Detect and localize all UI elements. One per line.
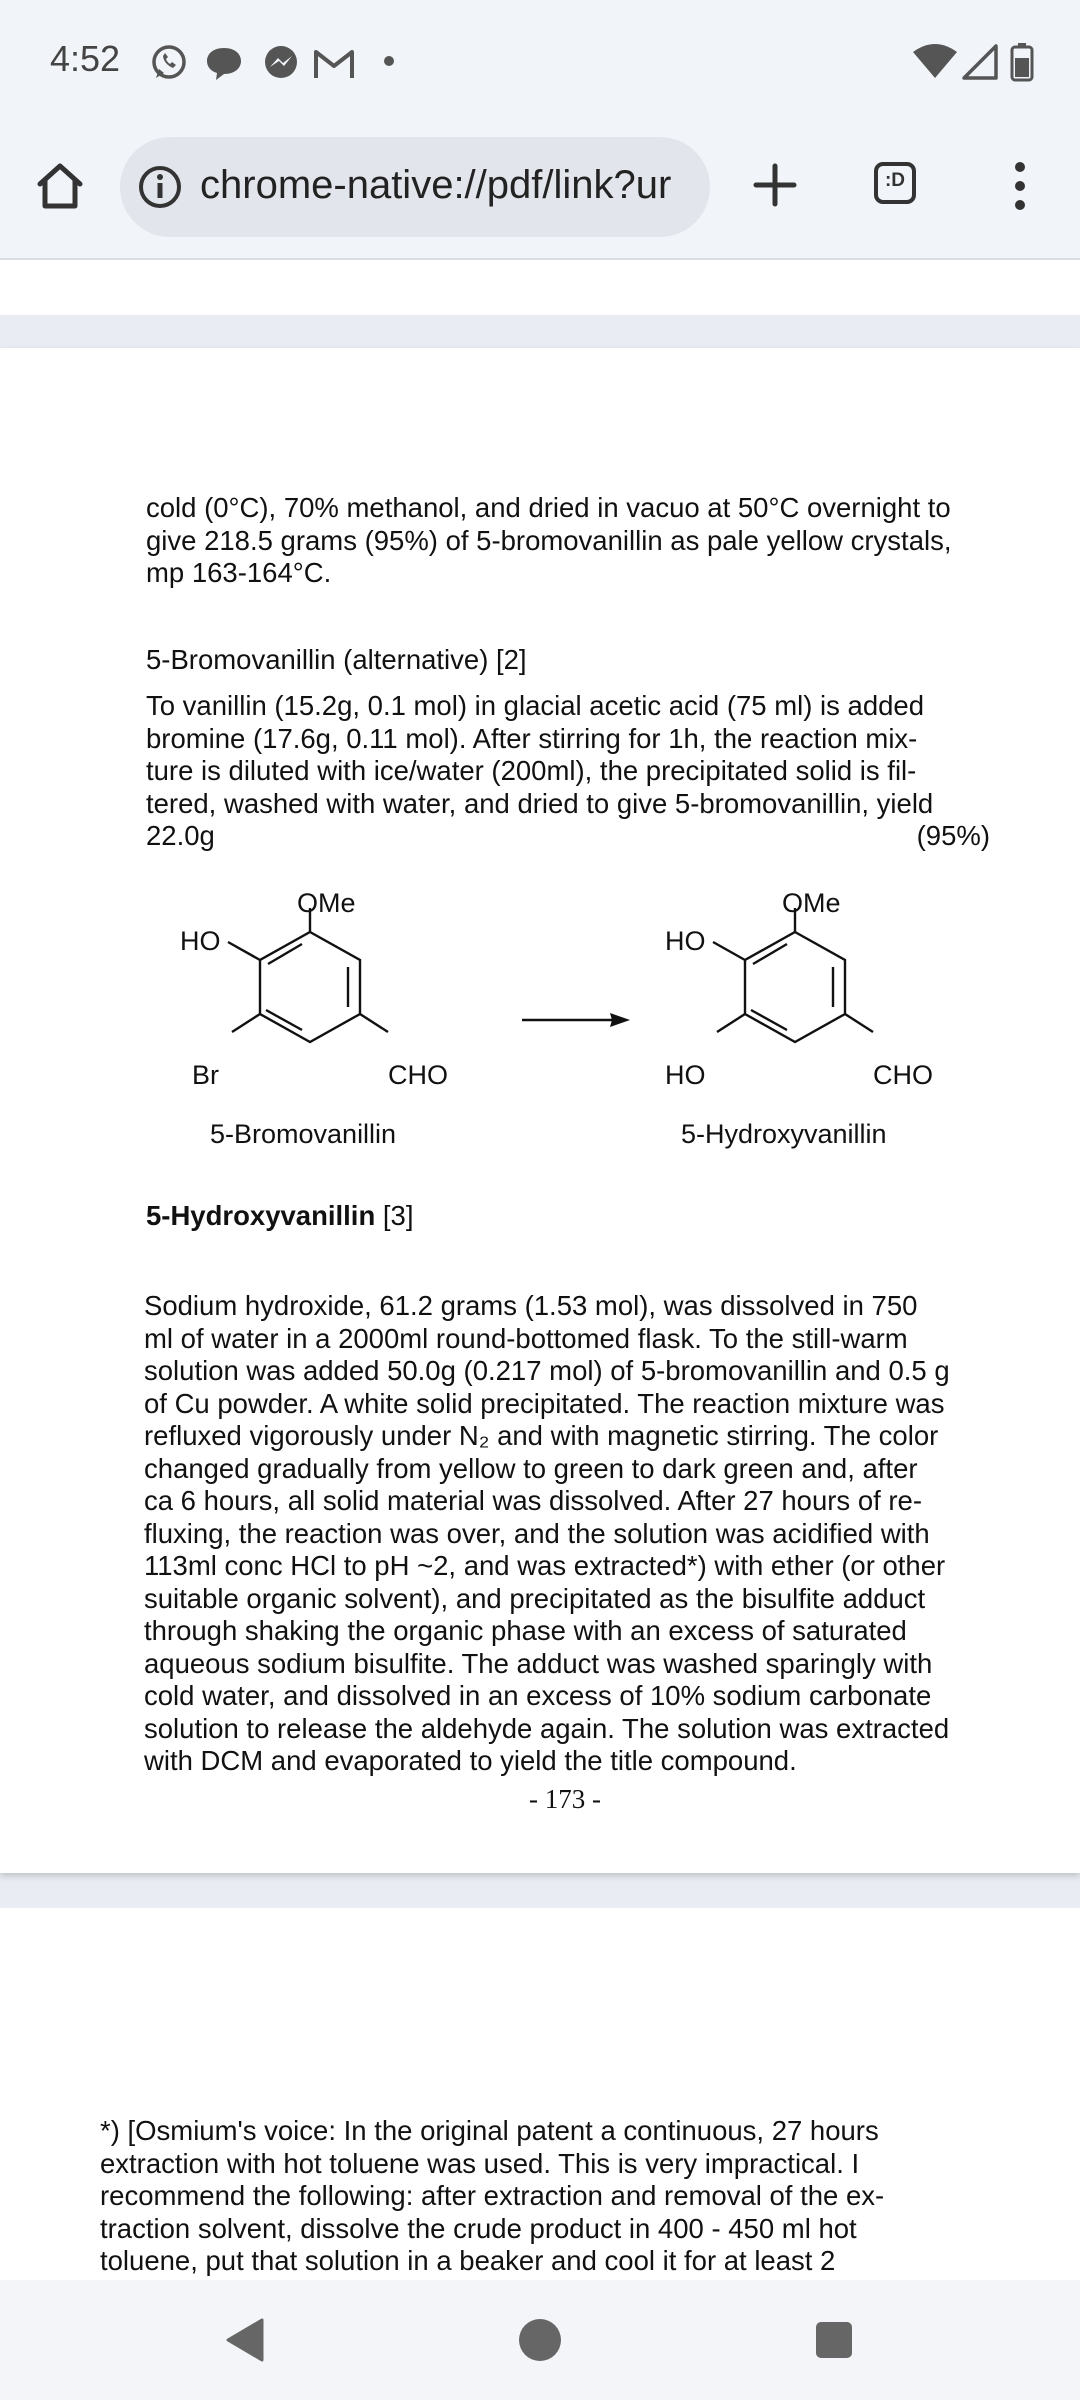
alt-line: tered, washed with water, and dried to give 5-bromovanillin, yield — [146, 787, 934, 819]
gmail-icon — [312, 46, 356, 80]
alt-line: To vanillin (15.2g, 0.1 mol) in glacial acetic acid (75 ml) is added — [146, 690, 925, 721]
procedure-line: solution to release the aldehyde again. The solution was extracted — [144, 1712, 950, 1744]
procedure-line: solution was added 50.0g (0.217 mol) of 5-bromovanillin and 0.5 g — [144, 1355, 950, 1386]
intro-paragraph — [146, 492, 992, 590]
intro-line: cold (0°C), 70% methanol, and dried in vacuo at 50°C overnight to — [146, 492, 951, 523]
right-structure — [713, 908, 873, 1042]
right-upper-left-label: HO — [665, 926, 706, 956]
tab-switcher-button[interactable] — [874, 162, 916, 204]
chat-bubble-icon — [204, 44, 244, 82]
procedure-paragraph — [144, 1290, 990, 1778]
recents-icon[interactable] — [816, 2322, 852, 2358]
procedure-line: ca 6 hours, all solid material was dissolved. After 27 hours of re- — [144, 1485, 923, 1516]
right-compound-name: 5-Hydroxyvanillin — [681, 1119, 887, 1149]
footnote-line: *) [Osmium's voice: In the original patent a continuous, 27 hours — [100, 2115, 879, 2146]
footnote-line: recommend the following: after extraction and removal of the ex- — [100, 2180, 885, 2211]
heading-bold-text: 5-Hydroxyvanillin — [146, 1200, 376, 1231]
home-nav-icon[interactable] — [519, 2319, 561, 2361]
alt-heading: 5-Bromovanillin (alternative) [2] — [146, 644, 527, 675]
footnote-line: extraction with hot toluene was used. This is very impractical. I — [100, 2147, 860, 2179]
footnote-line: traction solvent, dissolve the crude product in 400 - 450 ml hot — [100, 2212, 857, 2244]
tab-switcher-label: :D — [884, 170, 906, 191]
heading-reference: [3] — [375, 1200, 414, 1231]
alt-yield-percent: (95%) — [916, 820, 990, 851]
procedure-line: aqueous sodium bisulfite. The adduct was washed sparingly with — [144, 1647, 933, 1679]
site-info-icon[interactable] — [136, 163, 184, 211]
status-time: 4:52 — [50, 38, 121, 79]
left-upper-left-label: HO — [180, 926, 221, 956]
messenger-icon — [260, 42, 302, 84]
more-options-icon[interactable] — [1008, 160, 1032, 212]
left-lower-left-label: Br — [192, 1060, 219, 1090]
new-tab-icon[interactable] — [752, 162, 798, 208]
procedure-line: refluxed vigorously under N₂ and with magnetic stirring. The color — [144, 1420, 939, 1451]
alt-line: ture is diluted with ice/water (200ml), the precipitated solid is fil- — [146, 755, 917, 786]
wifi-icon — [912, 44, 958, 80]
procedure-line: cold water, and dissolved in an excess of 10% sodium carbonate — [144, 1680, 932, 1711]
url-text[interactable]: chrome-native://pdf/link?ur — [200, 163, 672, 207]
pdf-page-previous — [0, 260, 1080, 315]
right-top-label: OMe — [782, 890, 841, 918]
left-lower-right-label: CHO — [388, 1060, 448, 1090]
procedure-line: of Cu powder. A white solid precipitated. The reaction mixture was — [144, 1387, 945, 1419]
reaction-scheme — [160, 890, 980, 1180]
intro-line: give 218.5 grams (95%) of 5-bromovanillin as pale yellow crystals, — [146, 524, 952, 556]
procedure-line: changed gradually from yellow to green to dark green and, after — [144, 1452, 918, 1484]
left-compound-name: 5-Bromovanillin — [210, 1119, 397, 1149]
right-lower-left-label: HO — [665, 1060, 706, 1090]
procedure-line: ml of water in a 2000ml round-bottomed flask. To the still-warm — [144, 1322, 908, 1354]
footnote-line: toluene, put that solution in a beaker and cool it for at least 2 — [100, 2245, 836, 2276]
battery-icon — [1010, 42, 1034, 82]
intro-line: mp 163-164°C. — [146, 557, 332, 588]
alt-line: bromine (17.6g, 0.11 mol). After stirring for 1h, the reaction mix- — [146, 722, 918, 754]
left-structure — [228, 908, 388, 1042]
alt-yield: 22.0g — [146, 820, 215, 851]
notification-dot-icon — [384, 56, 394, 66]
signal-icon — [962, 44, 1000, 80]
procedure-line: Sodium hydroxide, 61.2 grams (1.53 mol), was dissolved in 750 — [144, 1290, 918, 1321]
right-lower-right-label: CHO — [873, 1060, 933, 1090]
back-icon[interactable] — [222, 2316, 266, 2364]
hydroxyvanillin-heading — [146, 1200, 413, 1233]
page-number: - 173 - — [529, 1784, 601, 1814]
procedure-line: 113ml conc HCl to pH ~2, and was extracted*) with ether (or other — [144, 1550, 946, 1581]
procedure-line: suitable organic solvent), and precipitated as the bisulfite adduct — [144, 1582, 926, 1614]
left-top-label: OMe — [297, 890, 356, 918]
reaction-arrow — [522, 1013, 630, 1027]
whatsapp-icon — [148, 42, 190, 84]
footnote-paragraph — [100, 2115, 934, 2277]
procedure-line: through shaking the organic phase with an excess of saturated — [144, 1615, 907, 1646]
procedure-line: fluxing, the reaction was over, and the solution was acidified with — [144, 1517, 930, 1549]
procedure-line: with DCM and evaporated to yield the title compound. — [144, 1745, 797, 1776]
home-icon[interactable] — [34, 160, 86, 212]
alt-paragraph — [146, 690, 992, 820]
